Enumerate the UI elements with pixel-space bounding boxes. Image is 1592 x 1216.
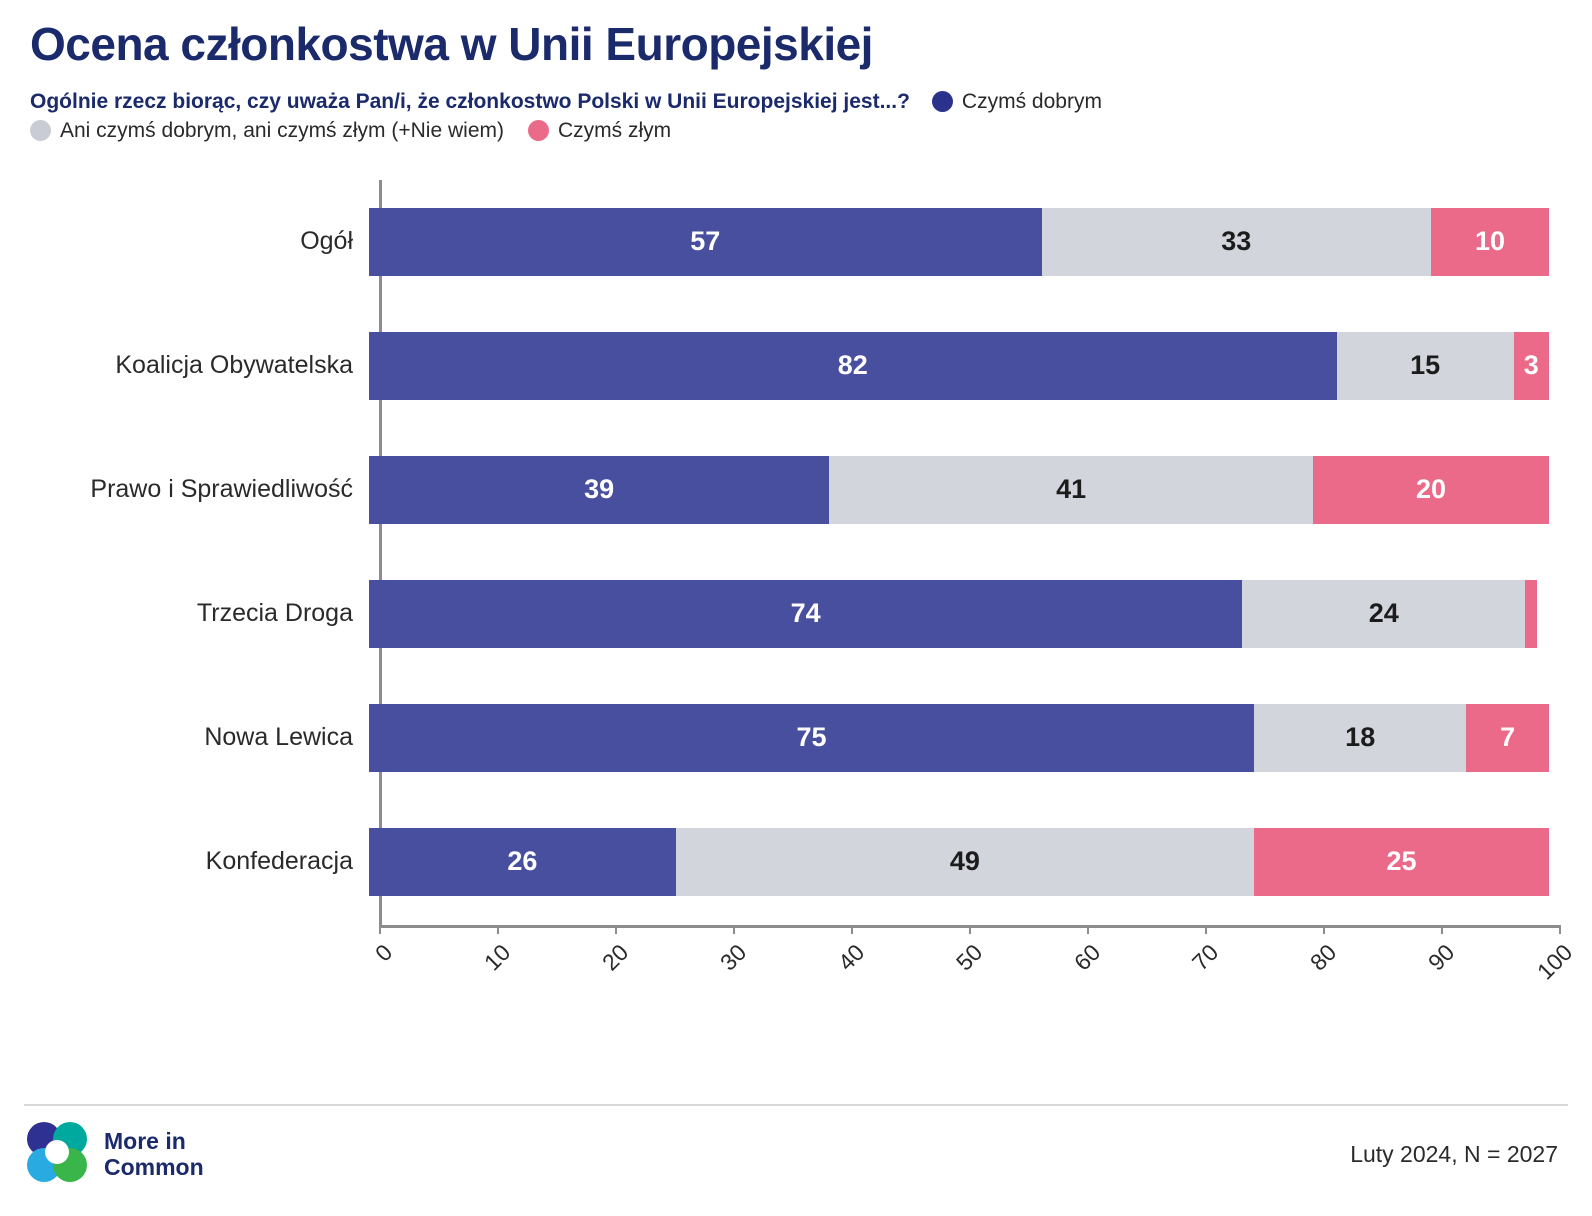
legend-dot-bad (528, 120, 549, 141)
x-tick-mark (1087, 925, 1089, 934)
stacked-bar-ogol (369, 208, 1549, 276)
x-tick-mark (1559, 925, 1561, 934)
bar-rows (24, 180, 1568, 924)
x-tick-label: 70 (1186, 938, 1224, 976)
bar-track-trzecia-droga (369, 552, 1549, 676)
x-tick-mark (733, 925, 735, 934)
bar-segment-bad: 20 (1313, 456, 1549, 524)
row-label-trzecia-droga: Trzecia Droga (196, 599, 353, 628)
x-tick-label: 0 (369, 938, 398, 967)
legend-dot-good (932, 91, 953, 112)
table-row (24, 800, 1568, 924)
bar-segment-neutral: 49 (676, 828, 1254, 896)
x-tick-label: 100 (1531, 938, 1578, 985)
x-tick-mark (379, 925, 381, 934)
legend-line-2 (30, 116, 1568, 145)
bar-segment-good: 57 (369, 208, 1042, 276)
bar-track-koalicja-obywatelska (369, 304, 1549, 428)
legend-label-bad: Czymś złym (557, 119, 672, 143)
bar-segment-neutral: 15 (1337, 332, 1514, 400)
x-tick-label: 30 (714, 938, 752, 976)
table-row (24, 304, 1568, 428)
bar-segment-good: 26 (369, 828, 676, 896)
legend-label-neutral: Ani czymś dobrym, ani czymś złym (+Nie wiem) (60, 119, 504, 143)
bar-segment-bad: 7 (1466, 704, 1549, 772)
stacked-bar-nowa-lewica (369, 704, 1549, 772)
chart-subtitle: Ogólnie rzecz biorąc, czy uważa Pan/i, że członkostwo Polski w Unii Europejskiej jest...? (30, 89, 910, 113)
chart-page (0, 18, 1592, 1216)
x-tick-mark (851, 925, 853, 934)
x-tick-label: 90 (1422, 938, 1460, 976)
legend-label-good: Czymś dobrym (961, 89, 1102, 113)
x-axis-ticks (369, 925, 1578, 1025)
legend-block (30, 87, 1568, 146)
bar-segment-neutral: 33 (1042, 208, 1431, 276)
stacked-bar-konfederacja (369, 828, 1549, 896)
x-tick-label: 50 (950, 938, 988, 976)
legend-item-bad (528, 116, 671, 145)
row-label-nowa-lewica: Nowa Lewica (204, 723, 353, 752)
x-tick-label: 40 (832, 938, 870, 976)
stacked-bar-trzecia-droga (369, 580, 1549, 648)
stacked-bar-prawo-i-sprawiedliwosc (369, 456, 1549, 524)
brand-name (104, 1128, 204, 1181)
x-tick-mark (615, 925, 617, 934)
x-tick-mark (1323, 925, 1325, 934)
legend-dot-neutral (30, 120, 51, 141)
row-label-ogol: Ogół (300, 227, 353, 256)
bar-segment-neutral: 18 (1254, 704, 1466, 772)
source-note: Luty 2024, N = 2027 (1350, 1140, 1558, 1167)
bar-segment-good: 39 (369, 456, 829, 524)
chart-plot-area (24, 180, 1578, 985)
bar-track-konfederacja (369, 800, 1549, 924)
table-row (24, 552, 1568, 676)
bar-segment-good: 82 (369, 332, 1337, 400)
page-title: Ocena członkostwa w Unii Europejskiej (30, 18, 873, 70)
stacked-bar-koalicja-obywatelska (369, 332, 1549, 400)
x-tick-mark (969, 925, 971, 934)
legend-item-neutral (30, 116, 504, 145)
x-tick-mark (1441, 925, 1443, 934)
brand-logo (24, 1119, 204, 1190)
brand-name-line2: Common (104, 1154, 204, 1180)
more-in-common-logo-icon (24, 1119, 90, 1190)
bar-segment-bad: 10 (1431, 208, 1549, 276)
legend-line-1 (30, 87, 1568, 116)
table-row (24, 428, 1568, 552)
footer-divider (24, 1104, 1568, 1106)
bar-segment-good: 75 (369, 704, 1254, 772)
table-row (24, 676, 1568, 800)
x-tick-label: 80 (1304, 938, 1342, 976)
x-tick-mark (1205, 925, 1207, 934)
bar-track-nowa-lewica (369, 676, 1549, 800)
legend-item-good (932, 87, 1102, 116)
x-tick-label: 60 (1068, 938, 1106, 976)
bar-segment-bad: 25 (1254, 828, 1549, 896)
table-row (24, 180, 1568, 304)
bar-segment-bad (1525, 580, 1537, 648)
row-label-prawo-i-sprawiedliwosc: Prawo i Sprawiedliwość (90, 475, 353, 504)
bar-track-prawo-i-sprawiedliwosc (369, 428, 1549, 552)
row-label-koalicja-obywatelska: Koalicja Obywatelska (115, 351, 353, 380)
row-label-konfederacja: Konfederacja (205, 847, 353, 876)
bar-segment-bad: 3 (1514, 332, 1549, 400)
bar-track-ogol (369, 180, 1549, 304)
bar-segment-good: 74 (369, 580, 1242, 648)
footer (24, 1114, 1568, 1194)
bar-segment-neutral: 41 (829, 456, 1313, 524)
x-tick-mark (497, 925, 499, 934)
brand-name-line1: More in (104, 1127, 186, 1154)
bar-segment-neutral: 24 (1242, 580, 1525, 648)
x-tick-label: 10 (478, 938, 516, 976)
x-tick-label: 20 (596, 938, 634, 976)
